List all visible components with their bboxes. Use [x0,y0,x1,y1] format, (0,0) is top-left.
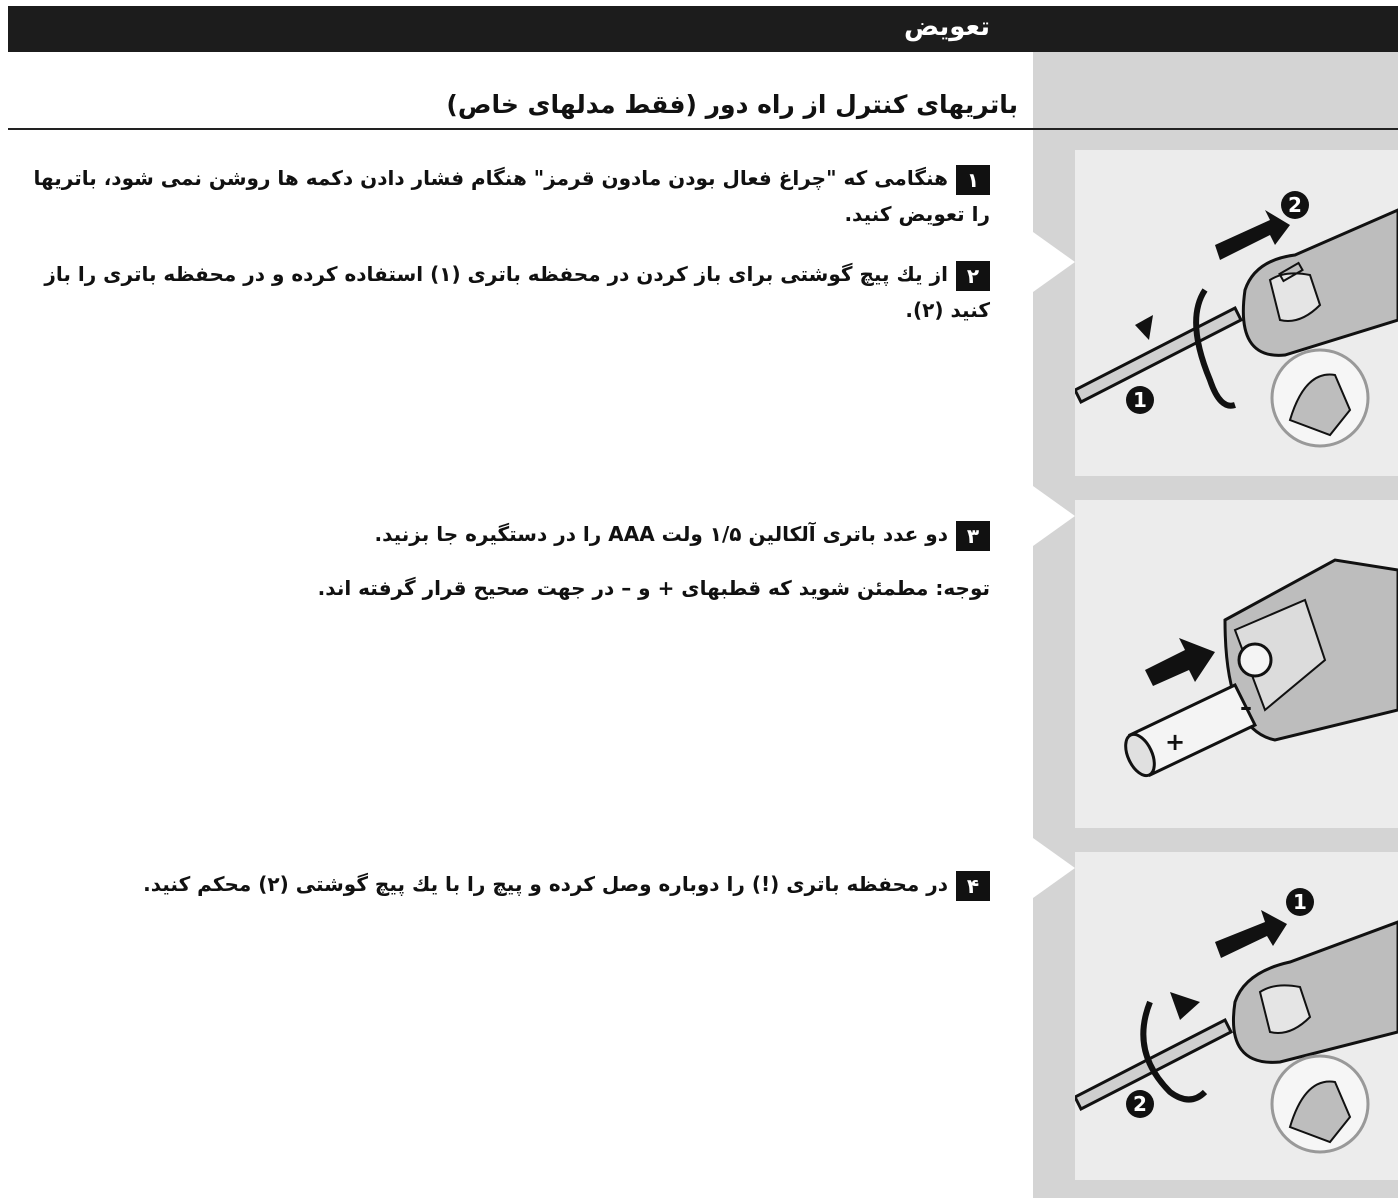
figure-open-compartment [1075,150,1398,476]
step-1 [15,160,990,232]
section-title: باتریهای کنترل از راه دور (فقط مدلهای خاص) [446,90,1018,119]
header-bar [8,6,1398,52]
note-text: توجه: مطمئن شوید که قطبهای + و – در جهت صحیح قرار گرفته اند. [317,576,990,600]
figure-pointer [1033,486,1075,546]
step-3 [290,516,990,552]
step-text: در محفظه باتری (!) را دوباره وصل کرده و پیچ را با یك پیچ گوشتی (۲) محکم کنید. [143,872,948,896]
step-text: دو عدد باتری آلکالین ۱/۵ ولت AAA را در دستگیره جا بزنید. [374,522,948,546]
figure-label: 1 [1133,388,1147,412]
figure-label: 2 [1288,193,1302,217]
figure-pointer [1033,838,1075,898]
step-number: ۳ [956,521,990,551]
figure-insert-batteries [1075,500,1398,828]
figure-pointer [1033,232,1075,292]
battery-insert-illustration [1075,500,1398,828]
minus-sign: – [1240,693,1252,721]
figure-label: 2 [1133,1092,1147,1116]
remote-open-illustration [1075,150,1398,476]
step-text: از یك پیچ گوشتی برای باز کردن در محفظه باتری (۱) استفاده کرده و در محفظه باتری را باز کنید (۲). [44,262,990,322]
step-2 [15,256,990,328]
header-title: تعویض [904,12,990,42]
step-number: ۱ [956,165,990,195]
figure-close-compartment [1075,852,1398,1180]
section-divider [8,128,1398,130]
remote-close-illustration [1075,852,1398,1180]
step-4 [90,866,990,902]
step-text: هنگامی که "چراغ فعال بودن مادون قرمز" هنگام فشار دادن دکمه ها روشن نمی شود، باتریها را تعویض کنید. [33,166,990,226]
figure-label: 1 [1293,890,1307,914]
plus-sign: + [1165,728,1186,756]
step-number: ۴ [956,871,990,901]
step-number: ۲ [956,261,990,291]
